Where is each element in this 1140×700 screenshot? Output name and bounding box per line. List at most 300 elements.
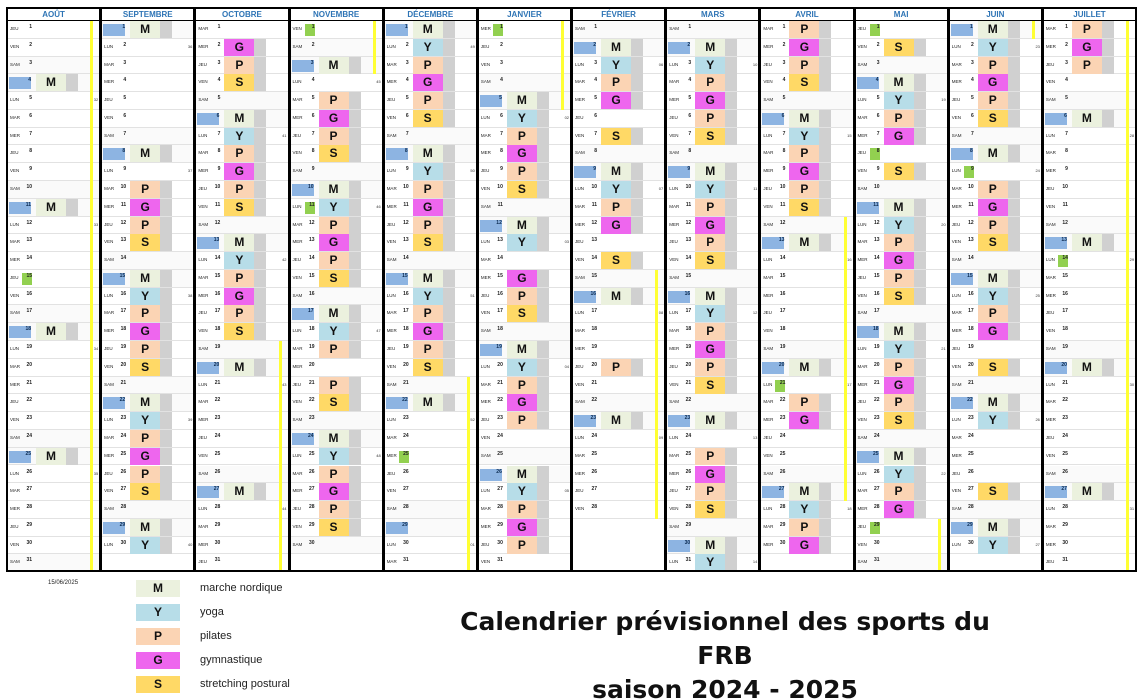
activity-cell: Y <box>978 412 1008 429</box>
day-name: SAM <box>292 43 303 49</box>
day-row <box>761 270 852 288</box>
day-name: LUN <box>198 132 208 138</box>
day-row <box>950 377 1041 395</box>
day-row <box>196 448 287 466</box>
day-row <box>479 448 570 466</box>
activity-cell: P <box>1072 21 1102 38</box>
day-row <box>479 74 570 92</box>
day-name: SAM <box>480 203 491 209</box>
month-days <box>385 21 476 570</box>
day-name: JEU <box>198 186 207 192</box>
day-row <box>856 145 947 163</box>
day-row <box>667 128 758 146</box>
day-name: VEN <box>1045 452 1056 458</box>
day-number: 21 <box>497 379 503 386</box>
day-number: 9 <box>964 166 974 178</box>
title-line-2: saison 2024 - 2025 <box>592 675 858 700</box>
day-number: 14 <box>497 255 503 262</box>
activity-cell: Y <box>319 323 349 340</box>
day-number: 19 <box>403 344 409 351</box>
legend-swatch: M <box>136 580 180 597</box>
activity-cell: G <box>319 483 349 500</box>
day-name: LUN <box>951 168 961 174</box>
day-number: 7 <box>405 130 409 137</box>
day-number: 15 <box>951 273 973 285</box>
day-number: 25 <box>308 450 315 457</box>
week-number: 21 <box>941 346 946 352</box>
school-holiday-bar <box>90 21 93 570</box>
activity-cell: Y <box>884 92 914 109</box>
day-number: 7 <box>876 130 880 137</box>
day-name: SAM <box>480 79 491 85</box>
day-row <box>573 394 664 412</box>
print-date: 15/06/2025 <box>48 580 79 586</box>
day-number: 11 <box>685 201 692 208</box>
day-row <box>667 234 758 252</box>
day-number: 8 <box>594 148 598 155</box>
day-row <box>102 128 193 146</box>
day-name: MAR <box>669 328 680 334</box>
day-number: 16 <box>668 291 690 303</box>
day-name: VEN <box>669 506 679 512</box>
activity-cell: M <box>695 537 725 554</box>
day-row <box>573 377 664 395</box>
day-row <box>479 163 570 181</box>
activity-cell: P <box>884 394 914 411</box>
day-row <box>856 394 947 412</box>
day-number: 4 <box>688 77 692 84</box>
legend-label: marche nordique <box>200 582 283 594</box>
activity-cell: P <box>507 501 537 518</box>
day-number: 15 <box>308 272 315 279</box>
day-row <box>8 288 99 306</box>
day-number: 29 <box>951 522 973 534</box>
day-row <box>950 163 1041 181</box>
day-name: SAM <box>292 292 303 298</box>
day-row <box>385 145 476 163</box>
day-name: JEU <box>669 488 678 494</box>
day-row <box>761 199 852 217</box>
week-number: 45 <box>376 79 381 85</box>
day-row <box>291 181 382 199</box>
day-row <box>102 288 193 306</box>
week-number: 22 <box>941 470 946 476</box>
day-row <box>479 145 570 163</box>
day-row <box>573 128 664 146</box>
day-row <box>479 430 570 448</box>
activity-cell: P <box>319 217 349 234</box>
day-row <box>667 21 758 39</box>
month-header: JUILLET <box>1044 9 1135 21</box>
day-number: 31 <box>873 557 880 564</box>
day-name: VEN <box>10 292 20 298</box>
activity-cell: P <box>695 323 725 340</box>
day-number: 12 <box>308 219 315 226</box>
day-name: LUN <box>951 43 961 49</box>
activity-cell: M <box>789 359 819 376</box>
day-row <box>1044 270 1135 288</box>
day-name: MER <box>480 274 491 280</box>
day-row <box>1044 377 1135 395</box>
day-name: MAR <box>1045 274 1056 280</box>
day-number: 10 <box>120 184 127 191</box>
week-number: 19 <box>941 97 946 103</box>
day-name: JEU <box>1045 186 1055 192</box>
day-name: MAR <box>104 310 115 316</box>
day-number: 17 <box>1062 308 1068 315</box>
activity-cell: P <box>224 270 254 287</box>
day-row <box>102 252 193 270</box>
day-name: LUN <box>857 470 867 476</box>
activity-cell: M <box>789 483 819 500</box>
day-row <box>196 430 287 448</box>
day-row <box>761 217 852 235</box>
day-row <box>856 92 947 110</box>
activity-cell: P <box>507 412 537 429</box>
day-name: VEN <box>669 381 679 387</box>
day-row <box>196 483 287 501</box>
day-row <box>856 412 947 430</box>
day-name: LUN <box>198 257 208 263</box>
school-holiday-bar <box>373 21 376 74</box>
month-column <box>573 9 664 570</box>
day-number: 3 <box>970 59 974 66</box>
day-number: 26 <box>214 468 221 475</box>
day-name: LUN <box>480 488 490 494</box>
day-number: 12 <box>685 219 692 226</box>
day-number: 12 <box>779 219 786 226</box>
day-row <box>479 217 570 235</box>
activity-cell: P <box>695 110 725 127</box>
activity-cell: P <box>601 359 631 376</box>
activity-cell: P <box>224 145 254 162</box>
day-number: 2 <box>405 41 409 48</box>
day-name: MAR <box>951 186 962 192</box>
day-number: 22 <box>214 397 221 404</box>
day-name: MAR <box>763 399 774 405</box>
day-name: LUN <box>104 168 114 174</box>
legend-swatch: S <box>136 676 180 693</box>
day-number: 15 <box>779 272 786 279</box>
day-row <box>1044 39 1135 57</box>
day-name: JEU <box>951 470 961 476</box>
day-name: MER <box>951 79 962 85</box>
day-row <box>573 359 664 377</box>
day-number: 15 <box>22 273 32 285</box>
day-number: 17 <box>685 308 692 315</box>
day-row <box>667 377 758 395</box>
day-name: VEN <box>480 186 491 192</box>
day-number: 26 <box>779 468 786 475</box>
day-row <box>102 181 193 199</box>
day-number: 22 <box>386 397 408 409</box>
day-row <box>573 217 664 235</box>
day-row <box>102 305 193 323</box>
day-row <box>196 537 287 555</box>
week-number: 20 <box>941 221 946 227</box>
day-name: VEN <box>292 150 302 156</box>
day-number: 1 <box>951 24 973 36</box>
day-name: LUN <box>104 292 114 298</box>
day-name: JEU <box>10 274 19 280</box>
activity-cell: Y <box>130 288 160 305</box>
day-name: SAM <box>386 506 397 512</box>
month-days <box>950 21 1041 570</box>
day-number: 20 <box>26 361 32 368</box>
day-name: MER <box>1045 43 1056 49</box>
day-number: 27 <box>1045 486 1067 498</box>
month-header: JANVIER <box>479 9 570 21</box>
day-number: 3 <box>1065 59 1068 66</box>
day-row <box>950 359 1041 377</box>
day-row <box>291 412 382 430</box>
day-name: JEU <box>951 346 961 352</box>
day-name: MAR <box>292 97 303 103</box>
week-number: 47 <box>376 328 381 334</box>
day-row <box>573 341 664 359</box>
day-row <box>1044 466 1135 484</box>
day-row <box>761 448 852 466</box>
day-number: 18 <box>685 326 692 333</box>
day-number: 1 <box>1065 24 1068 30</box>
day-number: 14 <box>591 255 598 262</box>
day-name: JEU <box>104 221 113 227</box>
day-number: 30 <box>1062 539 1068 546</box>
day-name: MAR <box>951 310 962 316</box>
day-number: 11 <box>305 202 315 214</box>
day-name: MAR <box>292 470 303 476</box>
day-row <box>102 270 193 288</box>
day-row <box>856 288 947 306</box>
day-row <box>8 199 99 217</box>
week-number: 34 <box>93 346 99 352</box>
day-number: 16 <box>779 290 786 297</box>
day-row <box>761 288 852 306</box>
day-row <box>761 57 852 75</box>
day-number: 10 <box>591 184 598 191</box>
activity-cell: P <box>1072 57 1102 74</box>
day-row <box>950 305 1041 323</box>
day-row <box>950 39 1041 57</box>
day-name: MAR <box>104 434 115 440</box>
day-name: VEN <box>763 452 773 458</box>
day-number: 4 <box>1065 77 1068 84</box>
activity-cell: M <box>978 519 1008 536</box>
week-number: 10 <box>752 61 758 67</box>
activity-cell: G <box>130 323 160 340</box>
day-number: 23 <box>214 415 221 422</box>
day-row <box>856 537 947 555</box>
day-name: SAM <box>575 150 585 156</box>
day-row <box>196 501 287 519</box>
day-name: LUN <box>669 186 679 192</box>
activity-cell: S <box>507 305 537 322</box>
day-row <box>8 448 99 466</box>
activity-cell: Y <box>507 234 537 251</box>
day-number: 22 <box>873 397 880 404</box>
day-name: LUN <box>386 541 396 547</box>
activity-cell: G <box>413 199 443 216</box>
activity-cell: S <box>884 412 914 429</box>
activity-cell: M <box>601 288 631 305</box>
month-header: NOVEMBRE <box>291 9 382 21</box>
day-row <box>8 323 99 341</box>
day-number: 5 <box>782 95 786 102</box>
day-name: LUN <box>292 203 302 209</box>
day-row <box>667 483 758 501</box>
day-row <box>385 323 476 341</box>
school-holiday-bar <box>467 377 470 570</box>
day-row <box>761 39 852 57</box>
week-number: 44 <box>282 506 287 512</box>
day-name: MER <box>198 168 209 174</box>
day-row <box>1044 483 1135 501</box>
day-number: 2 <box>876 41 880 48</box>
day-number: 12 <box>214 219 221 226</box>
day-row <box>8 412 99 430</box>
day-number: 1 <box>103 24 125 36</box>
day-row <box>856 430 947 448</box>
day-row <box>8 57 99 75</box>
day-number: 27 <box>873 486 880 493</box>
day-row <box>667 430 758 448</box>
day-name: JEU <box>1045 310 1055 316</box>
day-number: 5 <box>405 95 409 102</box>
day-name: JEU <box>10 399 19 405</box>
day-name: MER <box>104 328 115 334</box>
activity-cell: P <box>601 74 631 91</box>
activity-cell: G <box>978 199 1008 216</box>
day-row <box>761 341 852 359</box>
day-row <box>950 21 1041 39</box>
day-name: VEN <box>951 114 961 120</box>
day-name: VEN <box>857 417 867 423</box>
day-name: MER <box>480 399 491 405</box>
day-number: 19 <box>779 344 786 351</box>
day-number: 18 <box>1062 326 1068 333</box>
day-name: JEU <box>292 381 302 387</box>
day-row <box>1044 234 1135 252</box>
day-number: 20 <box>403 361 409 368</box>
week-number: 48 <box>376 452 381 458</box>
week-number: 11 <box>753 186 758 192</box>
day-number: 22 <box>497 397 503 404</box>
day-name: MER <box>104 79 115 85</box>
day-row <box>761 110 852 128</box>
day-number: 24 <box>214 432 221 439</box>
day-row <box>950 270 1041 288</box>
activity-cell: M <box>884 323 914 340</box>
day-row <box>291 359 382 377</box>
day-number: 8 <box>688 148 692 155</box>
day-number: 7 <box>688 130 692 137</box>
day-name: SAM <box>575 26 585 31</box>
legend-label: stretching postural <box>200 678 290 690</box>
day-number: 22 <box>26 397 32 404</box>
day-number: 11 <box>857 202 879 214</box>
day-name: LUN <box>951 417 961 423</box>
day-number: 30 <box>120 539 127 546</box>
day-row <box>385 519 476 537</box>
day-number: 14 <box>308 255 315 262</box>
day-number: 18 <box>214 326 221 333</box>
day-name: JEU <box>857 523 867 529</box>
activity-cell: M <box>319 57 349 74</box>
day-row <box>102 92 193 110</box>
activity-cell: S <box>789 199 819 216</box>
day-name: MAR <box>198 399 209 405</box>
day-number: 13 <box>685 237 692 244</box>
day-name: MER <box>857 132 868 138</box>
day-name: MER <box>763 417 774 423</box>
day-number: 25 <box>779 450 786 457</box>
day-number: 1 <box>688 24 692 30</box>
day-number: 6 <box>197 113 219 125</box>
day-name: SAM <box>669 26 679 31</box>
day-row <box>856 57 947 75</box>
day-row <box>667 448 758 466</box>
day-number: 21 <box>214 379 221 386</box>
day-number: 10 <box>1062 184 1068 191</box>
day-row <box>667 305 758 323</box>
day-row <box>196 377 287 395</box>
day-name: JEU <box>480 292 490 298</box>
day-number: 25 <box>9 451 31 463</box>
week-number: 31 <box>1129 506 1135 512</box>
day-row <box>573 323 664 341</box>
activity-cell: S <box>978 234 1008 251</box>
day-row <box>196 288 287 306</box>
day-row <box>291 323 382 341</box>
day-number: 26 <box>873 468 880 475</box>
activity-cell: P <box>130 341 160 358</box>
day-number: 29 <box>386 522 408 534</box>
day-number: 10 <box>403 184 409 191</box>
day-number: 6 <box>970 112 974 119</box>
day-name: JEU <box>198 310 207 316</box>
day-number: 31 <box>1062 557 1068 564</box>
day-row <box>667 145 758 163</box>
activity-cell: G <box>130 199 160 216</box>
day-name: LUN <box>10 221 20 227</box>
day-row <box>102 217 193 235</box>
activity-cell: S <box>319 519 349 536</box>
week-number: 18 <box>847 506 852 512</box>
day-name: MER <box>763 168 774 174</box>
day-name: VEN <box>10 168 20 174</box>
day-name: SAM <box>763 221 774 227</box>
day-name: LUN <box>10 346 20 352</box>
day-row <box>1044 288 1135 306</box>
activity-cell: Y <box>695 181 725 198</box>
day-number: 13 <box>497 237 503 244</box>
legend-item <box>136 628 336 652</box>
day-number: 8 <box>782 148 786 155</box>
month-header: AOÛT <box>8 9 99 21</box>
day-row <box>479 57 570 75</box>
day-number: 16 <box>26 290 32 297</box>
day-row <box>950 57 1041 75</box>
activity-cell: Y <box>695 554 725 570</box>
day-row <box>385 92 476 110</box>
day-row <box>950 92 1041 110</box>
month-column <box>291 9 382 570</box>
day-number: 3 <box>217 59 221 66</box>
day-row <box>8 341 99 359</box>
day-number: 16 <box>214 290 221 297</box>
day-row <box>196 217 287 235</box>
day-number: 29 <box>779 521 786 528</box>
